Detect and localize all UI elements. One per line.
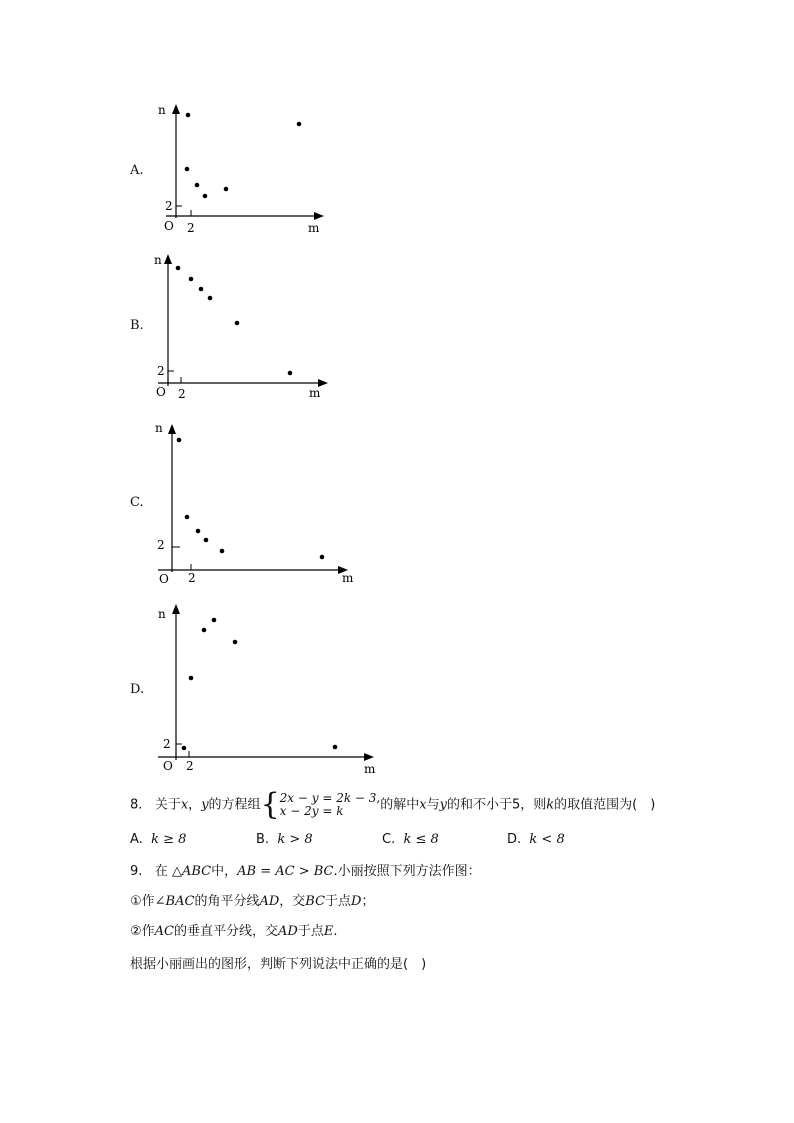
choice-a[interactable]	[130, 832, 186, 847]
step-text: 于点	[297, 924, 324, 939]
data-point	[202, 628, 207, 633]
step-text: ；	[361, 894, 375, 909]
q8-text: 的取值范围为( )	[554, 797, 656, 813]
q9-prompt: 根据小丽画出的图形，判断下列说法中正确的是( )	[130, 957, 427, 972]
x-axis-arrow	[314, 212, 324, 220]
data-point	[320, 555, 325, 560]
condition: AB = AC > BC	[237, 864, 334, 879]
y-axis-label: n	[158, 607, 166, 621]
q9-text: 中，	[211, 864, 238, 879]
option-a-label: A.	[130, 163, 144, 178]
step-text: ②作	[130, 924, 155, 939]
q8-text: ，	[188, 797, 202, 813]
scatter-plot-b	[150, 250, 340, 400]
data-point	[220, 549, 225, 554]
y-axis-arrow	[172, 604, 180, 614]
data-point	[176, 266, 181, 271]
option-b-label: B.	[130, 318, 144, 333]
y-axis-arrow	[164, 254, 172, 264]
x-tick-label: 2	[178, 387, 186, 400]
data-point	[288, 371, 293, 376]
q8-text: 的解中	[380, 797, 420, 813]
data-point	[233, 640, 238, 645]
data-point	[186, 113, 191, 118]
point-d: D	[351, 894, 362, 909]
equation-system	[280, 792, 381, 818]
x-axis-label: m	[342, 571, 354, 585]
y-axis-label: n	[154, 253, 162, 267]
origin-label: O	[164, 219, 174, 233]
x-axis-label: m	[308, 221, 320, 235]
equation-1: 2x − y = 2k − 3,	[279, 791, 381, 805]
choice-letter: D.	[507, 832, 522, 847]
step-text: 的垂直平分线，交	[174, 924, 279, 939]
choice-letter: C.	[382, 832, 396, 847]
origin-label: O	[159, 572, 169, 585]
x-axis-label: m	[309, 386, 321, 400]
q9-step-1	[130, 892, 375, 912]
data-point	[182, 746, 187, 751]
q9-text: .小丽按照下列方法作图：	[333, 864, 481, 879]
data-point	[297, 122, 302, 127]
segment-bc: BC	[305, 894, 326, 909]
step-text: ①作	[130, 894, 155, 909]
option-d-label: D.	[130, 682, 145, 697]
q8-text: 的和不小于5，则	[446, 797, 547, 813]
var-y: y	[201, 797, 209, 813]
segment-ac: AC	[154, 924, 174, 939]
y-tick-label: 2	[165, 199, 173, 213]
question-9	[130, 862, 481, 882]
y-axis-label: n	[155, 421, 163, 435]
choice-b[interactable]	[256, 832, 313, 847]
x-axis-label: m	[364, 762, 376, 776]
point-e: E	[323, 924, 334, 939]
option-c-label: C.	[130, 495, 144, 510]
choice-text: k < 8	[529, 832, 565, 847]
data-point	[224, 187, 229, 192]
question-number: 9.	[130, 864, 143, 879]
origin-label: O	[163, 759, 173, 773]
y-axis-label: n	[158, 103, 166, 117]
choice-d[interactable]	[507, 832, 565, 847]
data-point	[333, 745, 338, 750]
data-point	[199, 287, 204, 292]
choice-text: k > 8	[277, 832, 313, 847]
q9-text: 在	[154, 864, 168, 879]
step-text: 的角平分线	[194, 894, 260, 909]
data-point	[208, 296, 213, 301]
data-point	[185, 515, 190, 520]
var-x: x	[419, 797, 427, 813]
choice-letter: B.	[256, 832, 270, 847]
y-tick-label: 2	[157, 364, 165, 378]
data-point	[185, 167, 190, 172]
q8-text: 与	[426, 797, 440, 813]
segment-ad: AD	[278, 924, 298, 939]
step-text: .	[333, 924, 338, 939]
data-point	[189, 676, 194, 681]
step-text: 于点	[325, 894, 352, 909]
choice-c[interactable]	[382, 832, 439, 847]
y-axis-arrow	[172, 104, 180, 114]
q9-step-2	[130, 922, 337, 942]
var-y: y	[439, 797, 447, 813]
y-tick-label: 2	[163, 737, 171, 751]
equation-2: x − 2y = k	[279, 804, 344, 818]
data-point	[212, 618, 217, 623]
y-axis-arrow	[168, 424, 176, 434]
x-axis-arrow	[364, 753, 374, 761]
var-x: x	[180, 797, 189, 813]
x-tick-label: 2	[188, 571, 196, 585]
data-point	[235, 321, 240, 326]
data-point	[195, 183, 200, 188]
y-tick-label: 2	[157, 538, 165, 552]
choice-text: k ≤ 8	[403, 832, 439, 847]
data-point	[204, 538, 209, 543]
x-tick-label: 2	[186, 759, 194, 773]
data-point	[203, 194, 208, 199]
scatter-plot-c	[150, 420, 360, 585]
choice-text: k ≥ 8	[151, 832, 187, 847]
q8-text: 的方程组	[208, 797, 261, 813]
question-8	[130, 787, 656, 822]
origin-label: O	[156, 385, 166, 399]
step-text: ，交	[279, 894, 306, 909]
segment-ad: AD	[259, 894, 280, 909]
choice-letter: A.	[130, 832, 143, 847]
data-point	[196, 529, 201, 534]
x-tick-label: 2	[187, 221, 195, 235]
scatter-plot-d	[150, 600, 380, 780]
system-brace: {	[260, 787, 280, 822]
var-k: k	[546, 797, 555, 813]
scatter-plot-a	[150, 100, 330, 240]
data-point	[189, 277, 194, 282]
question-number: 8.	[130, 797, 143, 813]
angle-bac: ∠BAC	[154, 894, 195, 909]
q8-text: 关于	[154, 797, 181, 813]
data-point	[177, 438, 182, 443]
triangle-abc: △ABC	[171, 864, 212, 879]
